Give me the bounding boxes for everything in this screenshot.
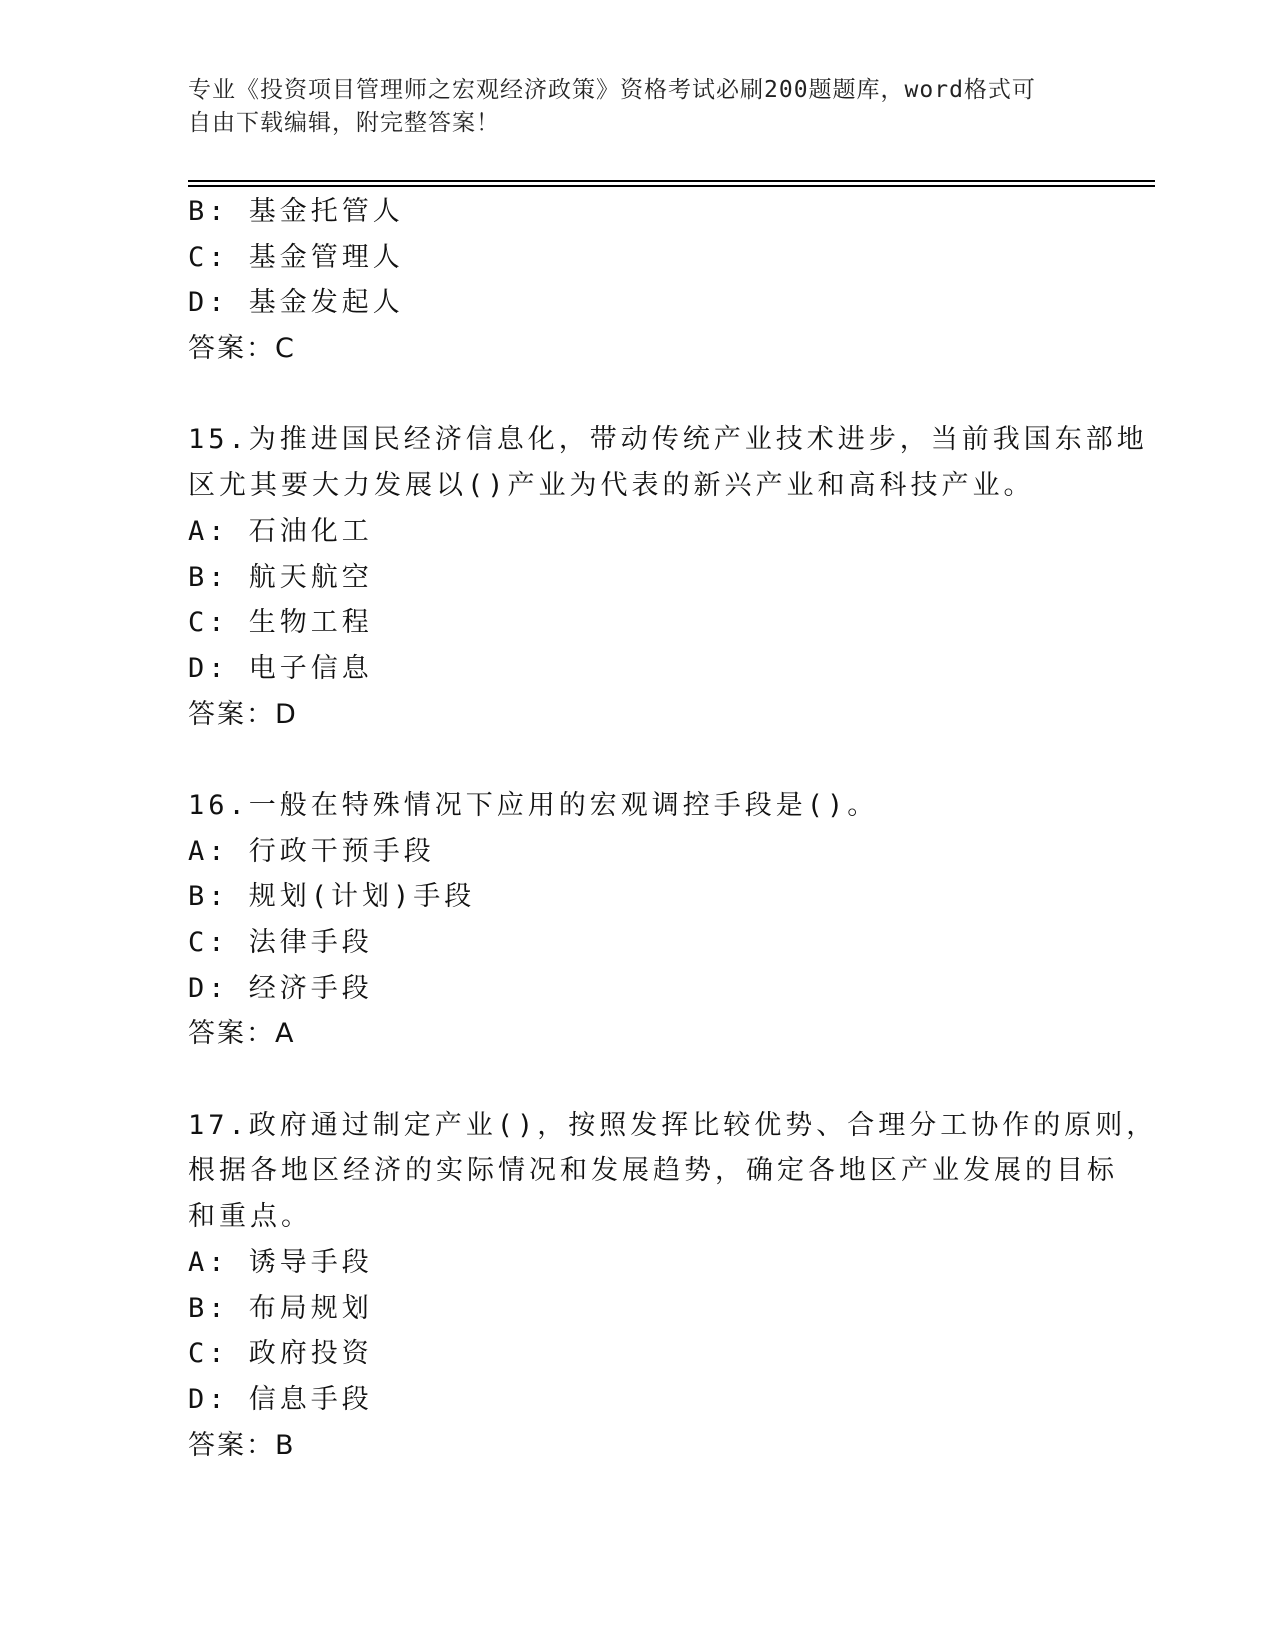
answer: 答案：D [188, 698, 298, 730]
option-c: C: 生物工程 [188, 607, 373, 639]
question-list [188, 189, 1158, 1468]
option-b: B: 航天航空 [188, 561, 373, 593]
option-d: D: 经济手段 [188, 972, 373, 1004]
option-c: C: 法律手段 [188, 927, 373, 958]
question-stem-line: 16.一般在特殊情况下应用的宏观调控手段是()。 [188, 789, 879, 821]
option-b: B: 布局规划 [188, 1292, 373, 1324]
question-stem-line: 和重点。 [188, 1201, 312, 1233]
option-c: C: 政府投资 [188, 1338, 373, 1370]
question-15 [188, 417, 1148, 737]
option-c: C: 基金管理人 [188, 241, 404, 273]
header-divider-bottom [188, 185, 1155, 187]
question-stem-line: 17.政府通过制定产业()，按照发挥比较优势、合理分工协作的原则， [188, 1109, 1158, 1141]
option-b: B: 基金托管人 [188, 196, 404, 227]
option-b: B: 规划(计划)手段 [188, 881, 476, 913]
option-d: D: 电子信息 [188, 652, 373, 684]
question-16 [188, 783, 1108, 1057]
option-d: D: 基金发起人 [188, 287, 404, 319]
answer: 答案：C [188, 333, 296, 365]
document-header [188, 74, 1088, 140]
header-line-1: 专业《投资项目管理师之宏观经济政策》资格考试必刷200题题库，word格式可 [188, 77, 1036, 103]
option-d: D: 信息手段 [188, 1383, 373, 1415]
answer: 答案：A [188, 1018, 296, 1050]
question-stem-line: 根据各地区经济的实际情况和发展趋势，确定各地区产业发展的目标 [188, 1155, 1118, 1187]
question-stem-line: 15.为推进国民经济信息化，带动传统产业技术进步，当前我国东部地 [188, 424, 1148, 456]
option-a: A: 石油化工 [188, 515, 373, 547]
header-line-2: 自由下载编辑，附完整答案！ [188, 110, 500, 136]
question-stem-line: 区尤其要大力发展以()产业为代表的新兴产业和高科技产业。 [188, 470, 1035, 502]
option-a: A: 行政干预手段 [188, 835, 435, 867]
option-a: A: 诱导手段 [188, 1246, 373, 1278]
header-divider-top [188, 180, 1155, 182]
answer: 答案：B [188, 1429, 296, 1461]
question-17 [188, 1103, 1158, 1469]
question-14-tail [188, 189, 1108, 372]
